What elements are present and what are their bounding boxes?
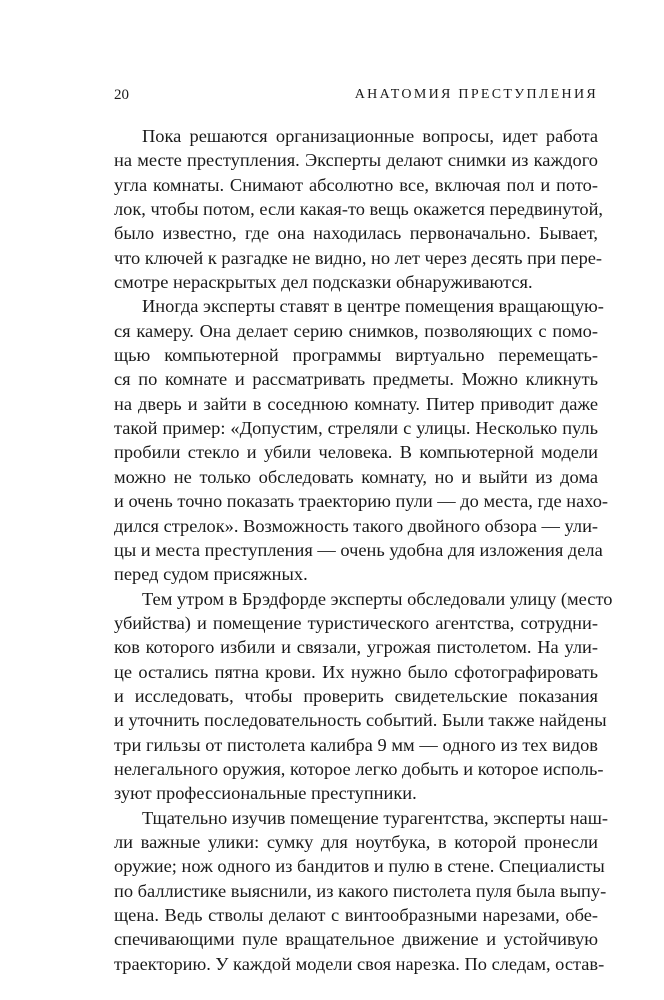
- text-line: ков которого избили и связали, угрожая пистолетом. На ули-: [114, 637, 598, 658]
- text-line: угла комнаты. Снимают абсолютно все, включая пол и пото-: [114, 174, 598, 195]
- text-line: и уточнить последовательность событий. Были также найдены: [114, 710, 607, 731]
- text-line: ся по комнате и рассматривать предметы. Можно кликнуть: [114, 369, 598, 390]
- text-line: ся камеру. Она делает серию снимков, позволяющих с помо-: [114, 320, 598, 341]
- text-line: це остались пятна крови. Их нужно было сфотографировать: [114, 661, 598, 682]
- text-line: Пока решаются организационные вопросы, идет работа: [142, 126, 598, 146]
- text-line: перед судом присяжных.: [114, 564, 308, 585]
- text-line: убийства) и помещение туристического агентства, сотрудни-: [114, 612, 598, 633]
- running-header: [114, 84, 598, 106]
- text-line: пробили стекло и убили человека. В компьютерной модели: [114, 442, 598, 463]
- text-line: цы и места преступления — очень удобна для изложения дела: [114, 539, 603, 560]
- text-line: лок, чтобы потом, если какая-то вещь окажется передвинутой,: [114, 199, 604, 220]
- text-line: по баллистике выяснили, из какого пистолета пуля была выпу-: [114, 880, 607, 901]
- text-line: смотре нераскрытых дел подсказки обнаруживаются.: [114, 272, 533, 293]
- paragraph: [114, 587, 613, 806]
- text-line: траекторию. У каждой модели своя нарезка. По следам, остав-: [114, 953, 605, 974]
- text-line: можно не только обследовать комнату, но и выйти из дома: [114, 466, 598, 487]
- text-line: на дверь и зайти в соседнюю комнату. Питер приводит даже: [114, 393, 598, 414]
- text-line: Тщательно изучив помещение турагентства, эксперты наш-: [142, 807, 609, 828]
- text-line: три гильзы от пистолета калибра 9 мм — одного из тех видов: [114, 734, 598, 755]
- text-line: спечивающими пуле вращательное движение и устойчивую: [114, 929, 598, 950]
- text-line: Иногда эксперты ставят в центре помещения вращающую-: [142, 296, 604, 317]
- paragraph: [114, 124, 604, 294]
- text-line: оружие; нож одного из бандитов и пулю в стене. Специалисты: [114, 856, 605, 877]
- text-line: щью компьютерной программы виртуально перемещать-: [114, 345, 598, 366]
- text-line: нелегального оружия, которое легко добыть и которое исполь-: [114, 758, 604, 779]
- page-number: 20: [114, 87, 129, 103]
- paragraph: [114, 294, 609, 586]
- text-line: на месте преступления. Эксперты делают снимки из каждого: [114, 150, 598, 171]
- text-line: что ключей к разгадке не видно, но лет через десять при пере-: [114, 247, 603, 268]
- text-line: и очень точно показать траекторию пули — до места, где нахо-: [114, 491, 609, 512]
- text-line: такой пример: «Допустим, стреляли с улицы. Несколько пуль: [114, 418, 598, 439]
- body-text: [114, 124, 613, 976]
- text-line: ли важные улики: сумку для ноутбука, в которой пронесли: [114, 831, 598, 852]
- text-line: зуют профессиональные преступники.: [114, 783, 417, 804]
- text-line: щена. Ведь стволы делают с винтообразными нарезами, обе-: [114, 905, 598, 925]
- text-line: Тем утром в Брэдфорде эксперты обследовали улицу (место: [142, 588, 613, 609]
- text-line: было известно, где она находилась первоначально. Бывает,: [114, 223, 598, 244]
- book-title: АНАТОМИЯ ПРЕСТУПЛЕНИЯ: [354, 87, 598, 102]
- text-line: и исследовать, чтобы проверить свидетельские показания: [114, 685, 598, 706]
- text-line: дился стрелок». Возможность такого двойного обзора — ули-: [114, 515, 599, 536]
- paragraph: [114, 806, 609, 976]
